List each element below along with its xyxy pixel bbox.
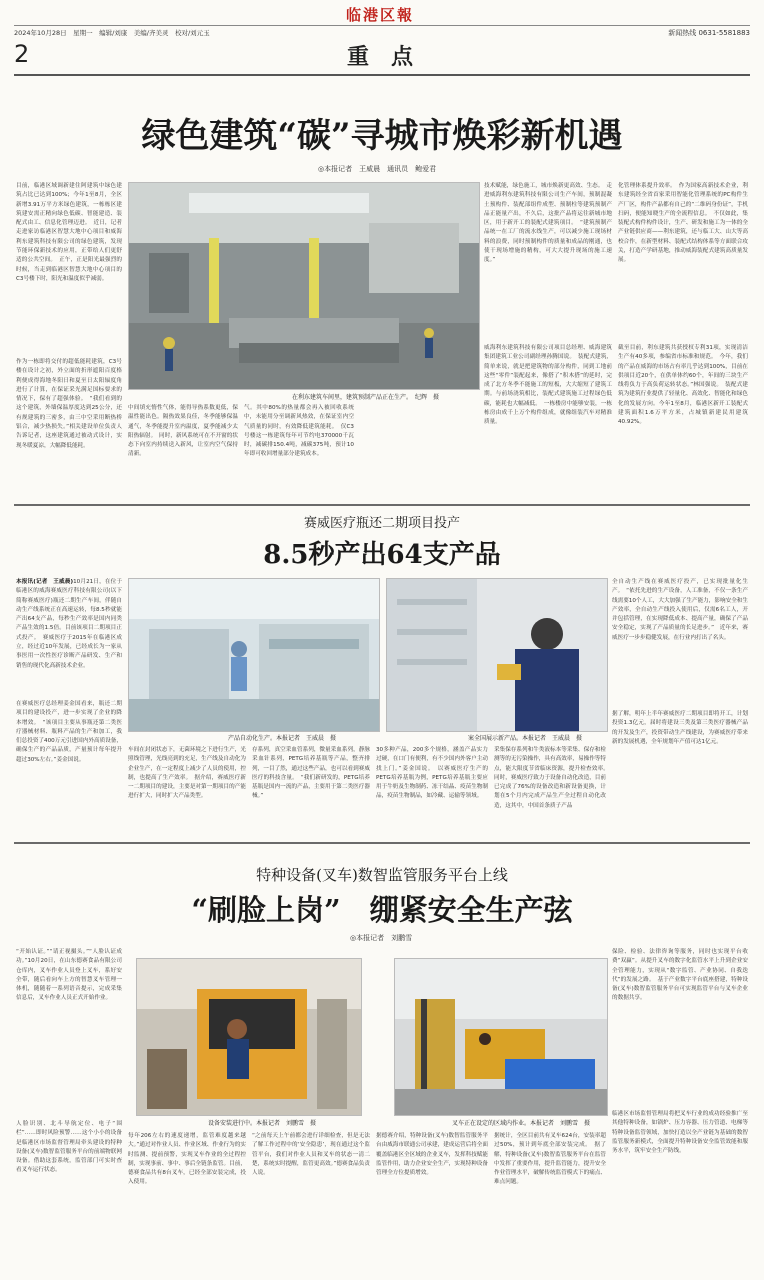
article2-col4: 存系列，真空采血管系列，微量采血系列，静脉采血针系列，PETG培养基瓶等产品，整齐排列，一目了然，通过这些产品，也可以看到赛威医疗的科技含量。 “我们新研发的，PETG培养基瓶是国内一流的产品，主要用于第二类医疗器械。”	[252, 747, 370, 800]
hotline: 新闻热线 0631-5581883	[668, 29, 750, 37]
article1-col3: 中间填充惰性气体，能得导热系数更低，保温性能出色。隔热效果良佳，冬季能够保温通气，冬季能提升室内温度，夏季能减少太阳热辐射。 同时，新风系统可在不开窗的状态下向室内持续送入新风，让室内空气保持清新。	[128, 405, 238, 458]
article1-col7: 化管理体系提升效率。 作为国家高新技术企业，利东建筑经全省首家采用智能化管理系统的PC构件生产厂区，构件产品都有自己的“二维码身份证”，手机扫码，便能知晓生产的全流程信息。 不仅如此，集装配式构件构件设计，生产、研发和施工为一体的全产业链供应商——利东建筑，还与临工大、山大等高校合作，在新型材料、装配式结构体系等方面联合攻关，打造产学研基地，推动威海装配式建筑高质量发展。	[618, 183, 748, 264]
article3-photo2-caption: 叉车正在设定的区域内作业。本报记者 刘鹏雪 摄	[452, 1120, 591, 1127]
article3-title: “刷脸上岗” 绷紧安全生产弦	[191, 893, 573, 927]
article2-col8: 据了解，明年上半年赛威医疗二期项目即将开工，计划投资1.3亿元，届时将建设三类及第三类医疗器械产品的开发及生产，投资带动生产线建设，为赛威医疗带来新的发展机遇，全年规划年产值可达1亿元。	[612, 711, 748, 745]
article3-col8: 临港区市场监督管理局将把叉车行业的成功经验推广至其他特种设备，如锅炉、压力容器、压力管道、电梯等特种设备监管领域，加快打造以全产业链为基础的数智监管服务新模式，全面提升特种设备安全监管效能和服务水平，筑牢安全生产防线。	[612, 1111, 748, 1155]
divider-1	[14, 504, 750, 506]
install-photo-image	[137, 959, 361, 1115]
article1-byline: ◎本报记者 王威晨 通讯员 鲍爱君	[318, 165, 437, 173]
article3-kicker: 特种设备(叉车)数智监管服务平台上线	[256, 866, 508, 884]
article3-col5: 据德赛介绍，特种设备(叉车)数智监管服务平台由威海市联通公司承建，建成运营后将全面覆盖临港区全区域的企业叉车，发挥科技赋能监管作用，助力企业安全生产，实现特种设备管理全方位提质增效。	[376, 1133, 488, 1177]
article3-col4: “之前每天上午前都会进行详细检查，但是无法了解工作过程中的‘安全隐患’，现在通过这个监管平台，我们对作业人员和叉车的状态一清二楚，系统实时提醒，监管更高效。”德赛食品负责人说。	[252, 1133, 370, 1177]
article2-lab-photo	[128, 578, 380, 732]
forklift-photo-image	[395, 959, 607, 1115]
article2-title: 8.5秒产出64支产品	[263, 540, 501, 570]
article2-photo2-caption: 案全国展示新产品。本报记者 王威晨 摄	[468, 735, 583, 742]
article2-col5: 30多种产品，200多个规格，涵盖产品实力过硬，在口门有便利，有不少国内外客户主动找上门。”姜金国说。 以赛威医疗生产的PETG培养基瓶为例，PETG培养基瓶主要应用于牛奶及生物制药、冻干结晶、疫苗生物制品，疫苗生物制品，如冷藏、运输等领域。	[376, 747, 488, 800]
article1-col6: 威海利东建筑科技有限公司项目总经理、威海建筑集团建筑工业公司副经理孙腾国说。 装配式建筑，简单来说，就是把建筑物的部分构件，同到工地前这些“零件”装配起来，像搭了“积木搭”的延时，完成了北方冬季不能施工的短板，大大缩短了建筑工期。与前场浇筑相比，装配式建筑施工过程绿色低碳，能耗也大幅减低。 一栋楼房中能够安装，一栋栋房由成千上万个构件组成，就像组装汽车对精准质量。	[484, 345, 612, 426]
article2-kicker: 赛威医疗瓶还二期项目投产	[303, 516, 460, 531]
page-number: 2	[14, 40, 30, 68]
article1-photo-caption: 在利东建筑车间里，建筑预制产品正在生产。 纪辉 摄	[292, 394, 440, 401]
article3-col1: “开始认证。”“请正视摄头。”“人脸认证成功。”10月20日，在山东德赛食品有限公司仓库内，叉车作业人员登上叉车，系好安全带，随后看向车上方的智慧叉车管理一体机，随随着一系列语音提示，完成采集信息后，叉车作业人员正式开始作业。	[16, 949, 122, 1002]
article2-col3: 车间在封闭状态下，无菌环境之下进行生产，光照线管理，光线亮到的充足，生产线及自动化为企业生产，在一定程度上减少了人员的使用，控制，也提高了生产效率。 据介绍，赛威医疗新一二期项目的建设，主要是对第一期项目的产能进行扩大，同时扩大产品类型。	[128, 747, 246, 800]
article3-install-photo	[136, 958, 362, 1116]
article1-col1: 目前，临港区域调新建住阿建筑中绿色建筑占比已达到100%；今年1至8月，全区新增3.91万平方米绿色建筑，一栋栋区建筑建安需正精向绿色低碳、智能建造、装配式由工、信息化管理迈进。 近日，记者走进家访临港区智慧大地中心项目和威海利东建筑科技有限公司的绿色建筑，发现节能环保新技术的应用，正带给人们更舒适的公共空间。 正午，正是阳光最强烈的时候，当走到临港区智慧大地中心项目的C3号楼下时，阳光和温度似乎减弱。	[16, 183, 122, 282]
article1-col4: 气。其中80%的热量都会再入被回收系统中，未能用分至调新风热效，在保证室内空气质量的同时，有效降低建筑能耗。 仅C3号楼这一栋建筑每年可节约电370000千瓦时，减碳排150.4吨，减碳375吨，预计10年即可收回增量部分建筑成本。	[244, 405, 354, 458]
section-title: 重 点	[346, 44, 413, 70]
divider-2	[14, 842, 750, 844]
factory-photo-image	[129, 183, 479, 389]
article2-col6: 采集保存系列和牛类液标本等采集、保存和检测等的无污染操作，具有高效率，易操作等特点，能大限度节省临床资源，提升检查效率。 同时，赛威医疗致力于设备自动化改造，目前已完成了76%的设备改造和新设备更换，计划在5个月内完成产品生产全过程自动化改造，这其中，中国首条质子产品	[494, 747, 612, 809]
masthead-logo: 临港区報	[345, 6, 414, 24]
header-line-bottom	[14, 74, 750, 76]
date-line: 2024年10月28日 星期一 编辑/刘康 美编/齐美灵 校对/刘元玉	[14, 29, 210, 37]
article1-title: 绿色建筑“碳”寻城市焕彩新机遇	[141, 116, 623, 156]
article2-photo1-caption: 产品自动化生产。本报记者 王威晨 摄	[228, 735, 337, 742]
lab-photo-image	[129, 579, 379, 731]
article1-col4b	[360, 404, 478, 500]
article3-col6: 据统计，全区目前共有叉车624台，安装率超过50%，预计到年底全部安装完成。 据了解，特种设备(叉车)数智监管服务平台在监管中发挥了重要作用，提升监管能力，提升安全作业管理水平，破解传统监管模式下的痛点、难点问题。	[494, 1133, 606, 1186]
article3-forklift-photo	[394, 958, 608, 1116]
article1-factory-photo	[128, 182, 480, 390]
product-photo-image	[387, 579, 607, 731]
article3-photo1-caption: 设备安装进行中。本报记者 刘鹏雪 摄	[208, 1120, 317, 1127]
article3-col7: 保险、检验、法律咨询等服务，同时也实现平台收费“双赢”。从提升叉车的数字化监管水平上升到企业安全管理能力，实现从“数字监管、产业协同、自我迭代”的发展之路。 基于产业数字平台底座搭建，特种设备(叉车)数智监管服务平台可实现监管平台与叉车企业的数据共享。	[612, 949, 748, 1002]
article2-col2: 在赛威医疗总经理姜金国看来，瓶还二期项目的建设投产，进一步实现了企业的降本增效。 “该项目主要从事瓶还第二类医疗器械材料、瓶料产品的生产和加工，我们总投资了400万元引进国内外高质设备，确保生产的产品品质，产量预计每年提升超过30%左右。”姜金国说。	[16, 700, 122, 838]
article2-col7: 全自动生产线在赛威医疗投产，已实现批量化生产。 “依托先进的生产设备，人工准备，不仅一条生产线需要10个人工，大大加强了生产能力，影响安全和生产效率，全自动生产线投入使用后，仅需6名工人，开并包括管理，在实现降低成本、提高产量，确保了产品安全稳定，实现了产品质量的长足进步。” 近年来，赛威医疗一步步稳健发展，在行业内打出了名头。	[612, 579, 748, 641]
article2-col1-text: 10月21日，在位于临港区的威海赛威医疗科技有限公司(以下简称赛威医疗)瓶还二期生产车间，伴随自动生产线系统正在高速运转，每8.5秒就能产出64支产品，每秒生产效率是国内同类产品生效的1.5倍。目前该项目二期项目正式投产。 赛威医疗于2015年在临港区成立，经过近10年发展，已经成长为一家从事医用一次性医疗诊断产品研发、生产和销售的现代化高新技术企业。	[16, 579, 122, 669]
article3-byline: ◎本报记者 刘鹏雪	[350, 934, 413, 942]
article2-lead: 本报讯(记者 王威晨)	[16, 579, 74, 585]
article3-col2: 人脸识别、北斗导航定位、电子“围栏”……即时风险预警……这个小小的设备是临港区市场监督管理局牵头建设的特种设备(叉车)数智监管服务平台的前端物联网设备。借助这套系统，监管部门可实时查看叉车运行状态。	[16, 1121, 122, 1174]
article1-col5: 技术赋能，绿色施工，城市焕新更高效、生态。 走进威海利东建筑科技有限公司生产车间，预制混凝土预构件、装配部组件成型、预制柱等建筑预制产品正能量产出，不久后，这批产品将运往新城市地区，用于新开工的装配式建筑项目。 “建筑预制产品统一在工厂的流水线生产，可以减少施工现场材料的浪费，同时预制构件的质量和成品的刚通，也使干现场增施的精构，可大大提升现场的施工速度。”	[484, 183, 612, 264]
header-line-top	[14, 25, 750, 26]
article3-col3: 每年206左右的速度递增，监管难度越来越大。”通过对作业人员、作业区域、作业行为的实时监测、提前预警，实现叉车作业的全过程控制，实现事前、事中、事后全链条监管。目前，德赛食品共有8台叉车，已经全部安装完成，投入使用。	[128, 1133, 246, 1186]
article1-col8: 截至目前，利东建筑共获授权专利31项，实现清洁生产有40多项，参编省市标准和规范。 今年，我们的产品在威海的市场占有率几乎达到100%，目前在供项目近20个，在供单体约60个，年间的三块生产线将负力于高负荷运转状态。”林国强说。 装配式建筑为建筑行业提供了轻量化、高效化、智能化和绿色化的发展方向。今年1至8月，临港区新开工装配式建筑面积1.6万平方米，占城镇新建民用建筑40.92%。	[618, 345, 748, 426]
article1-col2: 作为一栋即将交付的超低能耗建筑，C3号楼在设计之初，外立面的折形遮阳百度格利便成得海地冬阳日和夏至日太阳辐度角进行了计算，在保证采光满足国标要求的情况下，保有了超强体验。 “我们看到的这个建筑，外墙保温厚度达到25公分，还有规建筑的三密多，由三中空采用断热桥铝合，减少热损失。”相关建设单位负责人告诉记者，这座建筑通过被动式设计，实现冬暖夏凉，大幅降低能耗。	[16, 358, 122, 500]
article2-product-photo	[386, 578, 608, 732]
